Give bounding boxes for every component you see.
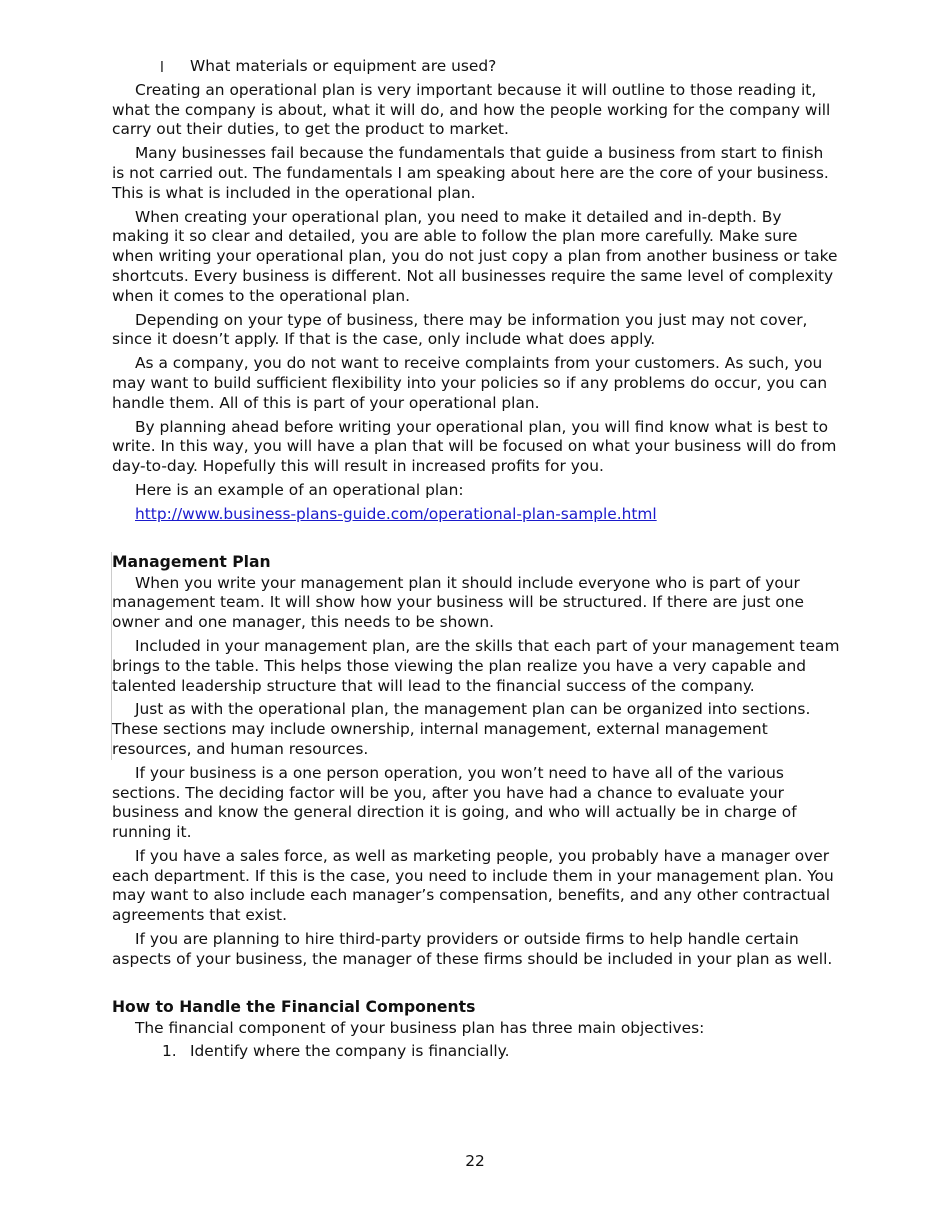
document-page xyxy=(112,57,840,1062)
management-section xyxy=(111,552,840,760)
paragraph: Creating an operational plan is very important because it will outline to those reading it, what the company is about, what it will do, and how the people working for the company will carry out their duties, to get the product to market. xyxy=(112,80,831,139)
paragraph: If your business is a one person operation, you won’t need to have all of the various sections. The deciding factor will be you, after you have had a chance to evaluate your business and know the general direction it is going, and who will actually be in charge of running it. xyxy=(112,763,797,842)
paragraph: When you write your management plan it should include everyone who is part of your management team. It will show how your business will be structured. If there are just one owner and one manager, this needs to be shown. xyxy=(112,573,804,632)
watermark xyxy=(195,1135,840,1208)
paragraph: Included in your management plan, are the skills that each part of your management team brings to the table. This helps those viewing the plan realize you have a very capable and talented leadership structure that will lead to the financial success of the company. xyxy=(112,636,840,695)
numbered-item xyxy=(112,1042,840,1062)
page-number: 22 xyxy=(465,1152,485,1170)
paragraph: Just as with the operational plan, the management plan can be organized into sections. These sections may include ownership, internal management, external management resources, and human resources. xyxy=(112,700,811,758)
paragraph: If you are planning to hire third-party providers or outside firms to help handle certain aspects of your business, the manager of these firms should be included in your plan as well. xyxy=(112,930,833,968)
paragraph: As a company, you do not want to receive complaints from your customers. As such, you may want to build sufficient flexibility into your policies so if any problems do occur, you can handle them. All of this is part of your operational plan. xyxy=(112,354,828,412)
paragraph: Here is an example of an operational plan: xyxy=(135,480,464,499)
bullet-item xyxy=(112,57,840,77)
example-link[interactable]: http://www.business-plans-guide.com/operational-plan-sample.html xyxy=(135,504,657,523)
paragraph: By planning ahead before writing your operational plan, you will find know what is best to write. In this way, you will have a plan that will be focused on what your business will do from day-to-day. Hopefully this will result in increased profits for you. xyxy=(112,417,837,476)
paragraph: Depending on your type of business, there may be information you just may not cover, since it doesn’t apply. If that is the case, only include what does apply. xyxy=(112,310,808,349)
paragraph: Many businesses fail because the fundamentals that guide a business from start to finish is not carried out. The fundamentals I am speaking about here are the core of your business. This is what is included in the operational plan. xyxy=(112,144,829,202)
item-number: 1. xyxy=(162,1042,177,1061)
paragraph: When creating your operational plan, you need to make it detailed and in-depth. By making it so clear and detailed, you are able to follow the plan more carefully. Make sure when writing your operational plan, you do not just copy a plan from another business or take shortcuts. Every business is different. Not all businesses require the same level of complexity when it comes to the operational plan. xyxy=(112,207,838,305)
item-text: Identify where the company is financially. xyxy=(190,1042,510,1061)
paragraph: The financial component of your business plan has three main objectives: xyxy=(135,1018,705,1037)
bullet-text: What materials or equipment are used? xyxy=(190,57,497,75)
section-heading-financial: How to Handle the Financial Components xyxy=(112,997,476,1016)
paragraph: If you have a sales force, as well as marketing people, you probably have a manager over each department. If this is the case, you need to include them in your management plan. You may want to also include each manager’s compensation, benefits, and any other contractual agreements that exist. xyxy=(112,846,834,925)
bullet-marker: l xyxy=(160,60,164,76)
example-link-line xyxy=(135,505,840,525)
section-heading-management: Management Plan xyxy=(112,552,271,571)
